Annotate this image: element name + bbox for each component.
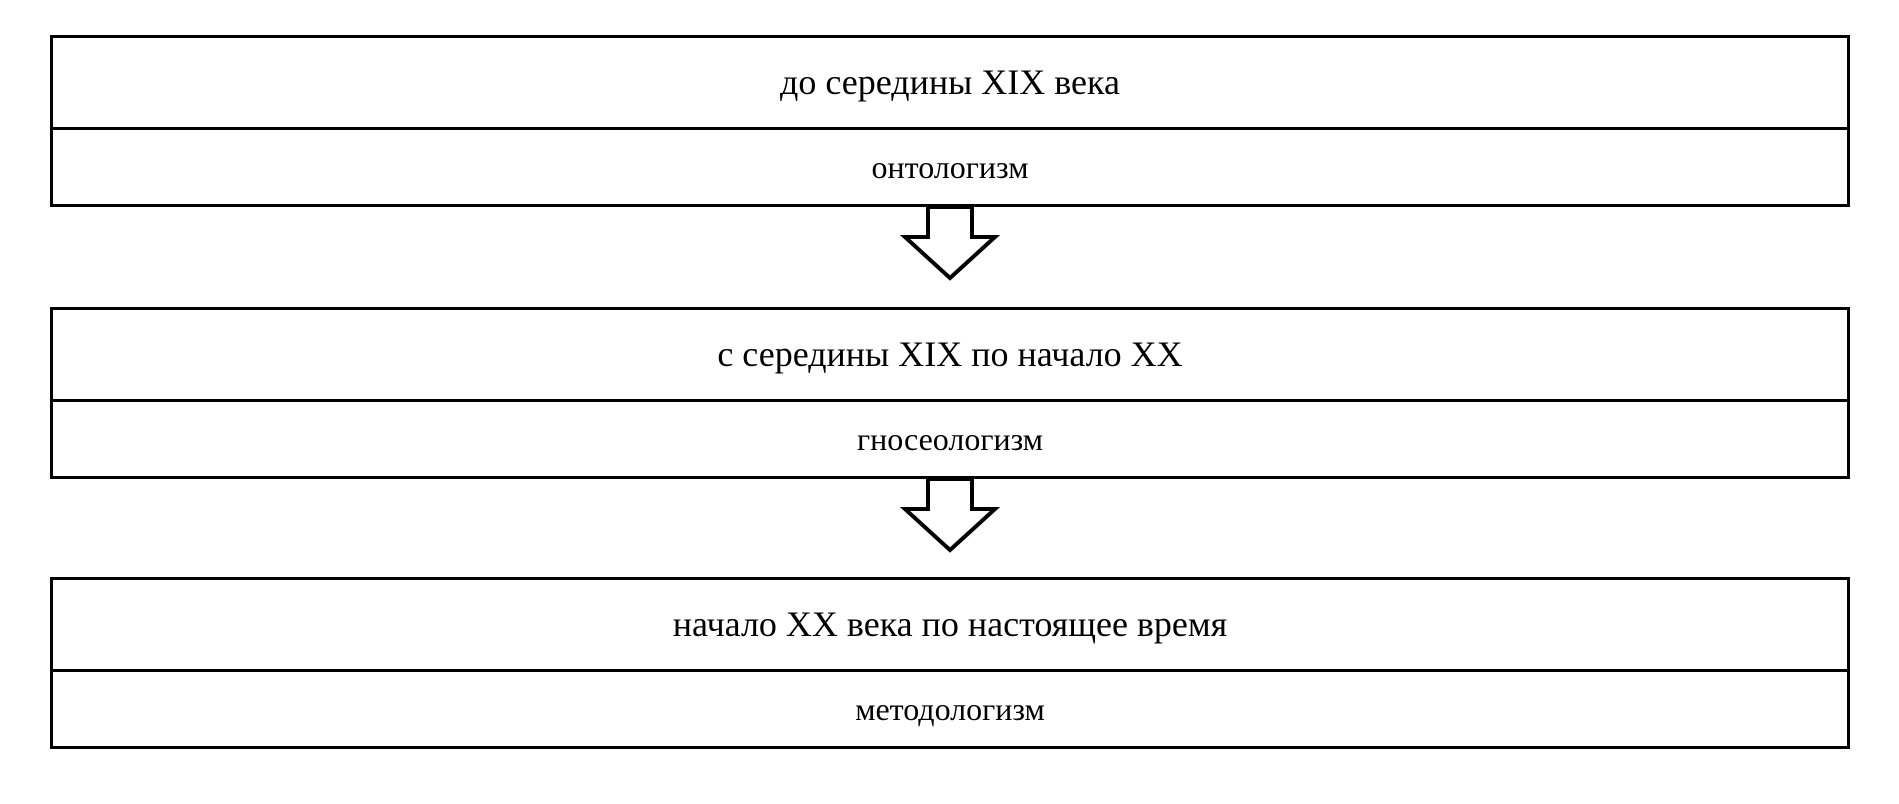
stage-concept-label-3: методологизм: [855, 690, 1045, 727]
stage-block-2: [50, 307, 1850, 479]
down-arrow-icon-1: [0, 205, 1899, 281]
stage-period-label-1: до середины XIX века: [53, 38, 1847, 130]
stage-period-label-2: с середины XIX по начало XX: [53, 310, 1847, 402]
stage-period-label-3: начало XX века по настоящее время: [53, 580, 1847, 672]
down-arrow-icon-2: [0, 477, 1899, 553]
stage-block-1: [50, 35, 1850, 207]
stage-block-3: [50, 577, 1850, 749]
stage-concept-label-2: гносеологизм: [856, 420, 1044, 457]
stage-concept-label-1: онтологизм: [871, 148, 1029, 185]
